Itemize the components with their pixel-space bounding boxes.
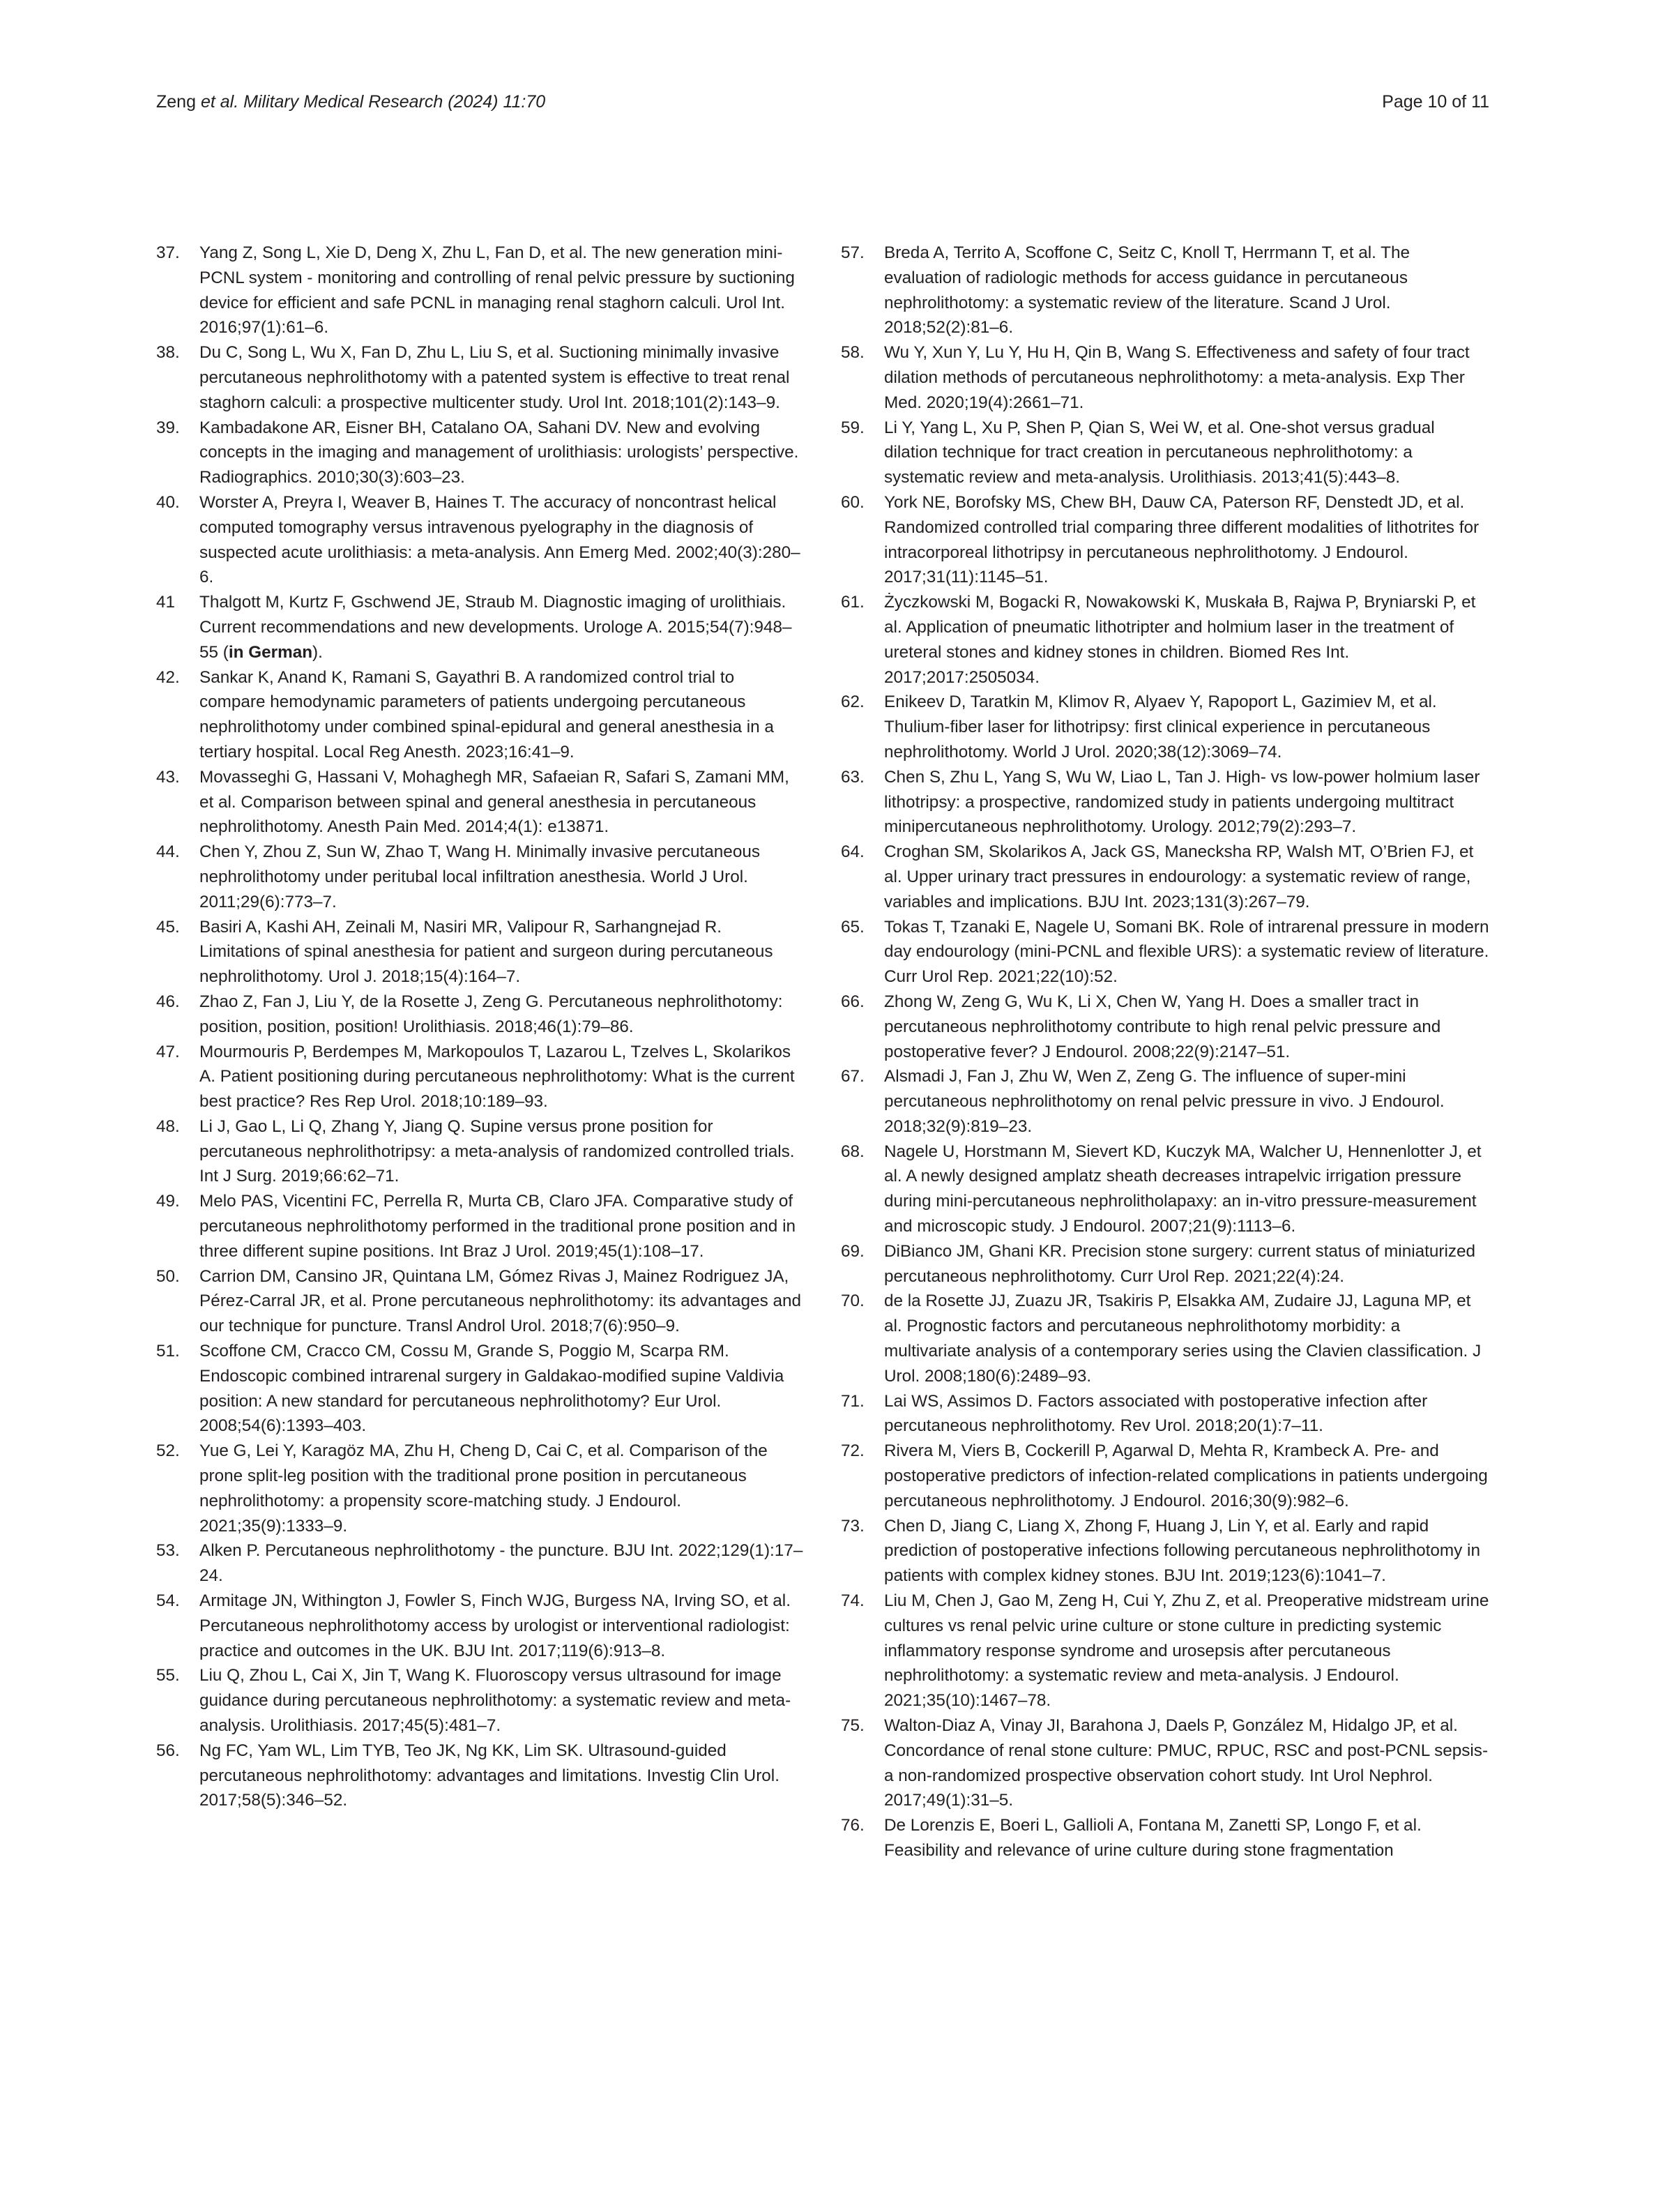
reference-item xyxy=(156,1114,805,1189)
running-header xyxy=(156,88,1489,116)
reference-body: Basiri A, Kashi AH, Zeinali M, Nasiri MR, Valipour R, Sarhangnejad R. Limitations of spinal anesthesia for patient and surgeon during percutaneous nephrolithotomy. Urol J. 2018;15(4):164–7. xyxy=(199,917,773,987)
reference-body: Yue G, Lei Y, Karagöz MA, Zhu H, Cheng D, Cai C, et al. Comparison of the prone split-leg position with the traditional prone position in percutaneous nephrolithotomy: a propensity score-matching study. J Endourol. 2021;35(9):1333–9. xyxy=(199,1441,768,1536)
reference-number: 60. xyxy=(841,492,865,512)
reference-number: 56. xyxy=(156,1741,180,1760)
reference-item xyxy=(841,1389,1489,1439)
reference-item xyxy=(156,1538,805,1589)
reference-item xyxy=(841,915,1489,990)
reference-body: Worster A, Preyra I, Weaver B, Haines T. The accuracy of noncontrast helical computed tomography versus intravenous pyelography in the diagnosis of suspected acute urolithiasis: a meta-analysis. Ann Emerg Med. 2002;40(3):280–6. xyxy=(199,492,800,587)
reference-number: 37. xyxy=(156,243,180,262)
reference-number: 73. xyxy=(841,1516,865,1536)
reference-body: Kambadakone AR, Eisner BH, Catalano OA, Sahani DV. New and evolving concepts in the imaging and management of urolithiasis: urologists’ perspective. Radiographics. 2010;30(3):603–23. xyxy=(199,418,799,487)
reference-number: 64. xyxy=(841,842,865,862)
page-number: Page 10 of 11 xyxy=(1382,92,1489,112)
reference-text xyxy=(884,1291,1481,1385)
reference-text xyxy=(884,1591,1489,1710)
reference-item xyxy=(841,1139,1489,1239)
reference-body: Li J, Gao L, Li Q, Zhang Y, Jiang Q. Supine versus prone position for percutaneous nephrolithotripsy: a meta-analysis of randomized controlled trials. Int J Surg. 2019;66:62–71. xyxy=(199,1116,795,1186)
reference-number: 53. xyxy=(156,1541,180,1561)
reference-body: Scoffone CM, Cracco CM, Cossu M, Grande S, Poggio M, Scarpa RM. Endoscopic combined intrarenal surgery in Galdakao-modified supine Valdivia position: A new standard for percutaneous nephrolithotomy? Eur Urol. 2008;54(6):1393–403. xyxy=(199,1342,784,1436)
reference-number: 55. xyxy=(156,1666,180,1685)
reference-text xyxy=(199,243,795,337)
reference-number: 62. xyxy=(841,692,865,712)
reference-item xyxy=(156,1189,805,1264)
reference-number: 65. xyxy=(841,917,865,937)
reference-text xyxy=(884,918,1489,987)
reference-text xyxy=(199,593,792,662)
reference-body: Liu M, Chen J, Gao M, Zeng H, Cui Y, Zhu Z, et al. Preoperative midstream urine cultures vs renal pelvic urine culture or stone culture in predicting systemic inflammatory response syndrome and urosepsis after percutaneous nephrolithotomy: a systematic review and meta-analysis. J Endourol. 2021;35(10):1467–78. xyxy=(884,1591,1489,1711)
reference-item xyxy=(156,990,805,1040)
reference-number: 66. xyxy=(841,992,865,1011)
reference-number: 45. xyxy=(156,917,180,937)
reference-item xyxy=(841,1514,1489,1589)
reference-number: 49. xyxy=(156,1192,180,1211)
reference-item xyxy=(156,1264,805,1339)
reference-text xyxy=(199,768,789,837)
journal-citation xyxy=(156,88,545,116)
reference-number: 68. xyxy=(841,1142,865,1161)
reference-text xyxy=(199,418,798,487)
reference-body: Alken P. Percutaneous nephrolithotomy - the puncture. BJU Int. 2022;129(1):17–24. xyxy=(199,1541,803,1586)
reference-number: 38. xyxy=(156,343,180,363)
reference-body: Armitage JN, Withington J, Fowler S, Finch WJG, Burgess NA, Irving SO, et al. Percutaneous nephrolithotomy access by urologist or interventional radiologist: practice and outcomes in the UK. BJU Int. 2017;119(6):913–8. xyxy=(199,1591,791,1660)
reference-text xyxy=(199,343,789,412)
reference-body: Liu Q, Zhou L, Cai X, Jin T, Wang K. Fluoroscopy versus ultrasound for image guidance during percutaneous nephrolithotomy: a systematic review and meta-analysis. Urolithiasis. 2017;45(5):481–7. xyxy=(199,1666,791,1736)
reference-body: Yang Z, Song L, Xie D, Deng X, Zhu L, Fan D, et al. The new generation mini-PCNL system - monitoring and controlling of renal pelvic pressure by suctioning device for efficient and safe PCNL in managing renal staghorn calculi. Urol Int. 2016;97(1):61–6. xyxy=(199,243,795,338)
reference-text xyxy=(199,918,773,987)
reference-number: 61. xyxy=(841,593,865,612)
reference-item xyxy=(156,416,805,490)
reference-number: 48. xyxy=(156,1116,180,1136)
reference-body: Thalgott M, Kurtz F, Gschwend JE, Straub M. Diagnostic imaging of urolithiais. Current recommendations and new developments. Urologe A. 2015;54(7):948–55 ( xyxy=(199,593,792,662)
reference-number: 39. xyxy=(156,418,180,437)
reference-body: Movasseghi G, Hassani V, Mohaghegh MR, Safaeian R, Safari S, Zamani MM, et al. Comparison between spinal and general anesthesia in percutaneous nephrolithotomy. Anesth Pain Med. 2014;4(1): e13871. xyxy=(199,767,789,837)
reference-number: 76. xyxy=(841,1816,865,1835)
reference-text xyxy=(199,1043,795,1112)
reference-number: 51. xyxy=(156,1342,180,1361)
reference-number: 52. xyxy=(156,1441,180,1461)
reference-item xyxy=(841,490,1489,590)
reference-body: Rivera M, Viers B, Cockerill P, Agarwal D, Mehta R, Krambeck A. Pre- and postoperative predictors of infection-related complications in patients undergoing percutaneous nephrolithotomy. J Endourol. 2016;30(9):982–6. xyxy=(884,1441,1488,1510)
reference-body: Walton-Diaz A, Vinay JI, Barahona J, Daels P, González M, Hidalgo JP, et al. Concordance of renal stone culture: PMUC, RPUC, RSC and post-PCNL sepsis-a non-randomized prospective observation cohort study. Int Urol Nephrol. 2017;49(1):31–5. xyxy=(884,1716,1489,1810)
reference-item xyxy=(841,1813,1489,1863)
reference-number: 50. xyxy=(156,1266,180,1286)
reference-text xyxy=(199,493,800,586)
reference-item xyxy=(156,241,805,340)
reference-body: Chen Y, Zhou Z, Sun W, Zhao T, Wang H. Minimally invasive percutaneous nephrolithotomy under peritubal local infiltration anesthesia. World J Urol. 2011;29(6):773–7. xyxy=(199,842,760,911)
reference-number: 59. xyxy=(841,418,865,437)
reference-number: 63. xyxy=(841,767,865,787)
reference-text xyxy=(884,1067,1445,1136)
reference-body: Tokas T, Tzanaki E, Nagele U, Somani BK. Role of intrarenal pressure in modern day endourology (mini-PCNL and flexible URS): a systematic review of literature. Curr Urol Rep. 2021;22(10):52. xyxy=(884,917,1489,987)
reference-body: Carrion DM, Cansino JR, Quintana LM, Gómez Rivas J, Mainez Rodriguez JA, Pérez-Carral JR, et al. Prone percutaneous nephrolithotomy: its advantages and our technique for puncture. Transl Androl Urol. 2018;7(6):950–9. xyxy=(199,1266,802,1336)
reference-text xyxy=(884,1517,1480,1586)
reference-text xyxy=(884,992,1440,1061)
journal-title: Military Medical Research (2024) 11:70 xyxy=(238,92,546,112)
reference-text xyxy=(884,1242,1475,1286)
reference-item xyxy=(156,665,805,765)
reference-number: 58. xyxy=(841,343,865,363)
reference-item xyxy=(841,840,1489,914)
reference-body: De Lorenzis E, Boeri L, Gallioli A, Fontana M, Zanetti SP, Longo F, et al. Feasibility and relevance of urine culture during stone fragmentation xyxy=(884,1816,1422,1860)
reference-item xyxy=(841,1713,1489,1813)
reference-text xyxy=(199,1441,768,1535)
reference-body: Breda A, Territo A, Scoffone C, Seitz C, Knoll T, Herrmann T, et al. The evaluation of radiologic methods for access guidance in percutaneous nephrolithotomy: a systematic review of the literature. Scand J Urol. 2018;52(2):81–6. xyxy=(884,243,1411,338)
reference-body: Chen D, Jiang C, Liang X, Zhong F, Huang J, Lin Y, et al. Early and rapid prediction of postoperative infections following percutaneous nephrolithotomy in patients with complex kidney stones. BJU Int. 2019;123(6):1041–7. xyxy=(884,1516,1480,1586)
reference-item xyxy=(156,490,805,590)
reference-item xyxy=(841,690,1489,764)
reference-item xyxy=(841,340,1489,415)
reference-text xyxy=(884,243,1410,337)
reference-text xyxy=(884,343,1470,412)
reference-item xyxy=(156,590,805,665)
reference-body: Alsmadi J, Fan J, Zhu W, Wen Z, Zeng G. The influence of super-mini percutaneous nephrolithotomy on renal pelvic pressure in vivo. J Endourol. 2018;32(9):819–23. xyxy=(884,1067,1445,1136)
reference-text xyxy=(884,1716,1488,1810)
reference-text xyxy=(884,1816,1422,1860)
reference-text xyxy=(199,1342,784,1435)
reference-text xyxy=(199,1192,796,1261)
author-surname: Zeng xyxy=(156,92,201,112)
reference-body: de la Rosette JJ, Zuazu JR, Tsakiris P, Elsakka AM, Zudaire JJ, Laguna MP, et al. Prognostic factors and percutaneous nephrolithotomy morbidity: a multivariate analysis of a contemporary series using the Clavien classification. J Urol. 2008;180(6):2489–93. xyxy=(884,1291,1482,1386)
reference-item xyxy=(156,1738,805,1813)
reference-text xyxy=(199,1741,780,1810)
references-left-column xyxy=(156,241,805,1813)
reference-tail: ). xyxy=(312,642,323,662)
reference-number: 42. xyxy=(156,667,180,687)
reference-number: 54. xyxy=(156,1591,180,1611)
reference-number: 41 xyxy=(156,593,176,612)
reference-text xyxy=(884,768,1480,837)
reference-item xyxy=(841,590,1489,690)
reference-body: DiBianco JM, Ghani KR. Precision stone surgery: current status of miniaturized percutaneous nephrolithotomy. Curr Urol Rep. 2021;22(4):24. xyxy=(884,1241,1476,1286)
reference-item xyxy=(841,1589,1489,1713)
reference-number: 40. xyxy=(156,492,180,512)
reference-item xyxy=(156,765,805,840)
reference-body: Zhao Z, Fan J, Liu Y, de la Rosette J, Zeng G. Percutaneous nephrolithotomy: position, position, position! Urolithiasis. 2018;46(1):79–86. xyxy=(199,992,783,1036)
reference-body: Enikeev D, Taratkin M, Klimov R, Alyaev Y, Rapoport L, Gazimiev M, et al. Thulium-fiber laser for lithotripsy: first clinical experience in percutaneous nephrolithotomy. World J Urol. 2020;38(12):3069–74. xyxy=(884,692,1437,762)
reference-text xyxy=(884,493,1479,586)
reference-item xyxy=(156,1663,805,1738)
reference-body: Ng FC, Yam WL, Lim TYB, Teo JK, Ng KK, Lim SK. Ultrasound-guided percutaneous nephrolithotomy: advantages and limitations. Investig Clin Urol. 2017;58(5):346–52. xyxy=(199,1741,780,1810)
reference-item xyxy=(156,1040,805,1114)
reference-body: Mourmouris P, Berdempes M, Markopoulos T, Lazarou L, Tzelves L, Skolarikos A. Patient positioning during percutaneous nephrolithotomy: What is the current best practice? Res Rep Urol. 2018;10:189–93. xyxy=(199,1042,795,1112)
reference-body: Życzkowski M, Bogacki R, Nowakowski K, Muskała B, Rajwa P, Bryniarski P, et al. Application of pneumatic lithotripter and holmium laser in the treatment of ureteral stones and kidney stones in children. Biomed Res Int. 2017;2017:2505034. xyxy=(884,593,1476,687)
reference-body: Chen S, Zhu L, Yang S, Wu W, Liao L, Tan J. High- vs low-power holmium laser lithotripsy: a prospective, randomized study in patients undergoing multitract minipercutaneous nephrolithotomy. Urology. 2012;79(2):293–7. xyxy=(884,767,1480,837)
reference-number: 69. xyxy=(841,1241,865,1261)
reference-body: Zhong W, Zeng G, Wu K, Li X, Chen W, Yang H. Does a smaller tract in percutaneous nephrolithotomy contribute to high renal pelvic pressure and postoperative fever? J Endourol. 2008;22(9):2147–51. xyxy=(884,992,1441,1061)
reference-item xyxy=(156,840,805,914)
reference-body: Lai WS, Assimos D. Factors associated with postoperative infection after percutaneous nephrolithotomy. Rev Urol. 2018;20(1):7–11. xyxy=(884,1391,1428,1436)
reference-number: 43. xyxy=(156,767,180,787)
reference-number: 71. xyxy=(841,1391,865,1411)
reference-text xyxy=(199,992,782,1036)
reference-item xyxy=(841,416,1489,490)
reference-text xyxy=(199,1117,795,1186)
reference-item xyxy=(841,1439,1489,1513)
references-right-column xyxy=(841,241,1489,1863)
reference-text xyxy=(199,842,760,911)
reference-item xyxy=(841,1064,1489,1139)
reference-item xyxy=(156,1439,805,1538)
reference-body: Melo PAS, Vicentini FC, Perrella R, Murta CB, Claro JFA. Comparative study of percutaneous nephrolithotomy performed in the traditional prone position and in three different supine positions. Int Braz J Urol. 2019;45(1):108–17. xyxy=(199,1192,796,1261)
reference-item xyxy=(841,1239,1489,1289)
reference-item xyxy=(156,1589,805,1663)
reference-body: Li Y, Yang L, Xu P, Shen P, Qian S, Wei W, et al. One-shot versus gradual dilation technique for tract creation in percutaneous nephrolithotomy: a systematic review and meta-analysis. Urolithiasis. 2013;41(5):443–8. xyxy=(884,418,1435,487)
reference-body: Du C, Song L, Wu X, Fan D, Zhu L, Liu S, et al. Suctioning minimally invasive percutaneous nephrolithotomy with a patented system is effective to treat renal staghorn calculi: a prospective multicenter study. Urol Int. 2018;101(2):143–9. xyxy=(199,343,790,412)
reference-number: 44. xyxy=(156,842,180,862)
reference-number: 72. xyxy=(841,1441,865,1461)
reference-text xyxy=(199,1591,791,1660)
reference-body: Wu Y, Xun Y, Lu Y, Hu H, Qin B, Wang S. Effectiveness and safety of four tract dilation methods of percutaneous nephrolithotomy: a meta-analysis. Exp Ther Med. 2020;19(4):2661–71. xyxy=(884,343,1470,412)
reference-number: 46. xyxy=(156,992,180,1011)
reference-text xyxy=(199,668,774,762)
reference-text xyxy=(199,1267,801,1336)
reference-text xyxy=(884,842,1473,911)
reference-body: York NE, Borofsky MS, Chew BH, Dauw CA, Paterson RF, Denstedt JD, et al. Randomized controlled trial comparing three different modalities of lithotrites for intracorporeal lithotripsy in percutaneous nephrolithotomy. J Endourol. 2017;31(11):1145–51. xyxy=(884,492,1480,587)
reference-item xyxy=(841,241,1489,340)
reference-body: Croghan SM, Skolarikos A, Jack GS, Manecksha RP, Walsh MT, O’Brien FJ, et al. Upper urinary tract pressures in endourology: a systematic review of range, variables and implications. BJU Int. 2023;131(3):267–79. xyxy=(884,842,1474,911)
reference-text xyxy=(884,1392,1427,1436)
reference-text xyxy=(884,692,1437,762)
reference-number: 74. xyxy=(841,1591,865,1611)
reference-text xyxy=(884,1142,1482,1236)
et-al: et al. xyxy=(200,92,239,112)
reference-body: Sankar K, Anand K, Ramani S, Gayathri B. A randomized control trial to compare hemodynamic parameters of patients undergoing percutaneous nephrolithotomy under combined spinal-epidural and general anesthesia in a tertiary hospital. Local Reg Anesth. 2023;16:41–9. xyxy=(199,667,774,762)
reference-text xyxy=(199,1541,803,1585)
reference-body: Nagele U, Horstmann M, Sievert KD, Kuczyk MA, Walcher U, Hennenlotter J, et al. A newly designed amplatz sheath decreases intrapelvic irrigation pressure during mini-percutaneous nephrolitholapaxy: an in-vitro pressure-measurement and microscopic study. J Endourol. 2007;21(9):1113–6. xyxy=(884,1142,1482,1236)
reference-number: 47. xyxy=(156,1042,180,1061)
reference-number: 75. xyxy=(841,1716,865,1736)
reference-item xyxy=(156,1339,805,1439)
reference-item xyxy=(156,340,805,415)
reference-text xyxy=(884,418,1435,487)
reference-item xyxy=(841,990,1489,1064)
reference-item xyxy=(841,765,1489,840)
reference-number: 70. xyxy=(841,1291,865,1311)
reference-item xyxy=(841,1289,1489,1388)
reference-text xyxy=(884,1441,1488,1510)
reference-emphasis: in German xyxy=(228,642,313,662)
reference-item xyxy=(156,915,805,990)
reference-number: 57. xyxy=(841,243,865,262)
reference-text xyxy=(884,593,1475,686)
reference-number: 67. xyxy=(841,1067,865,1086)
reference-text xyxy=(199,1666,791,1735)
